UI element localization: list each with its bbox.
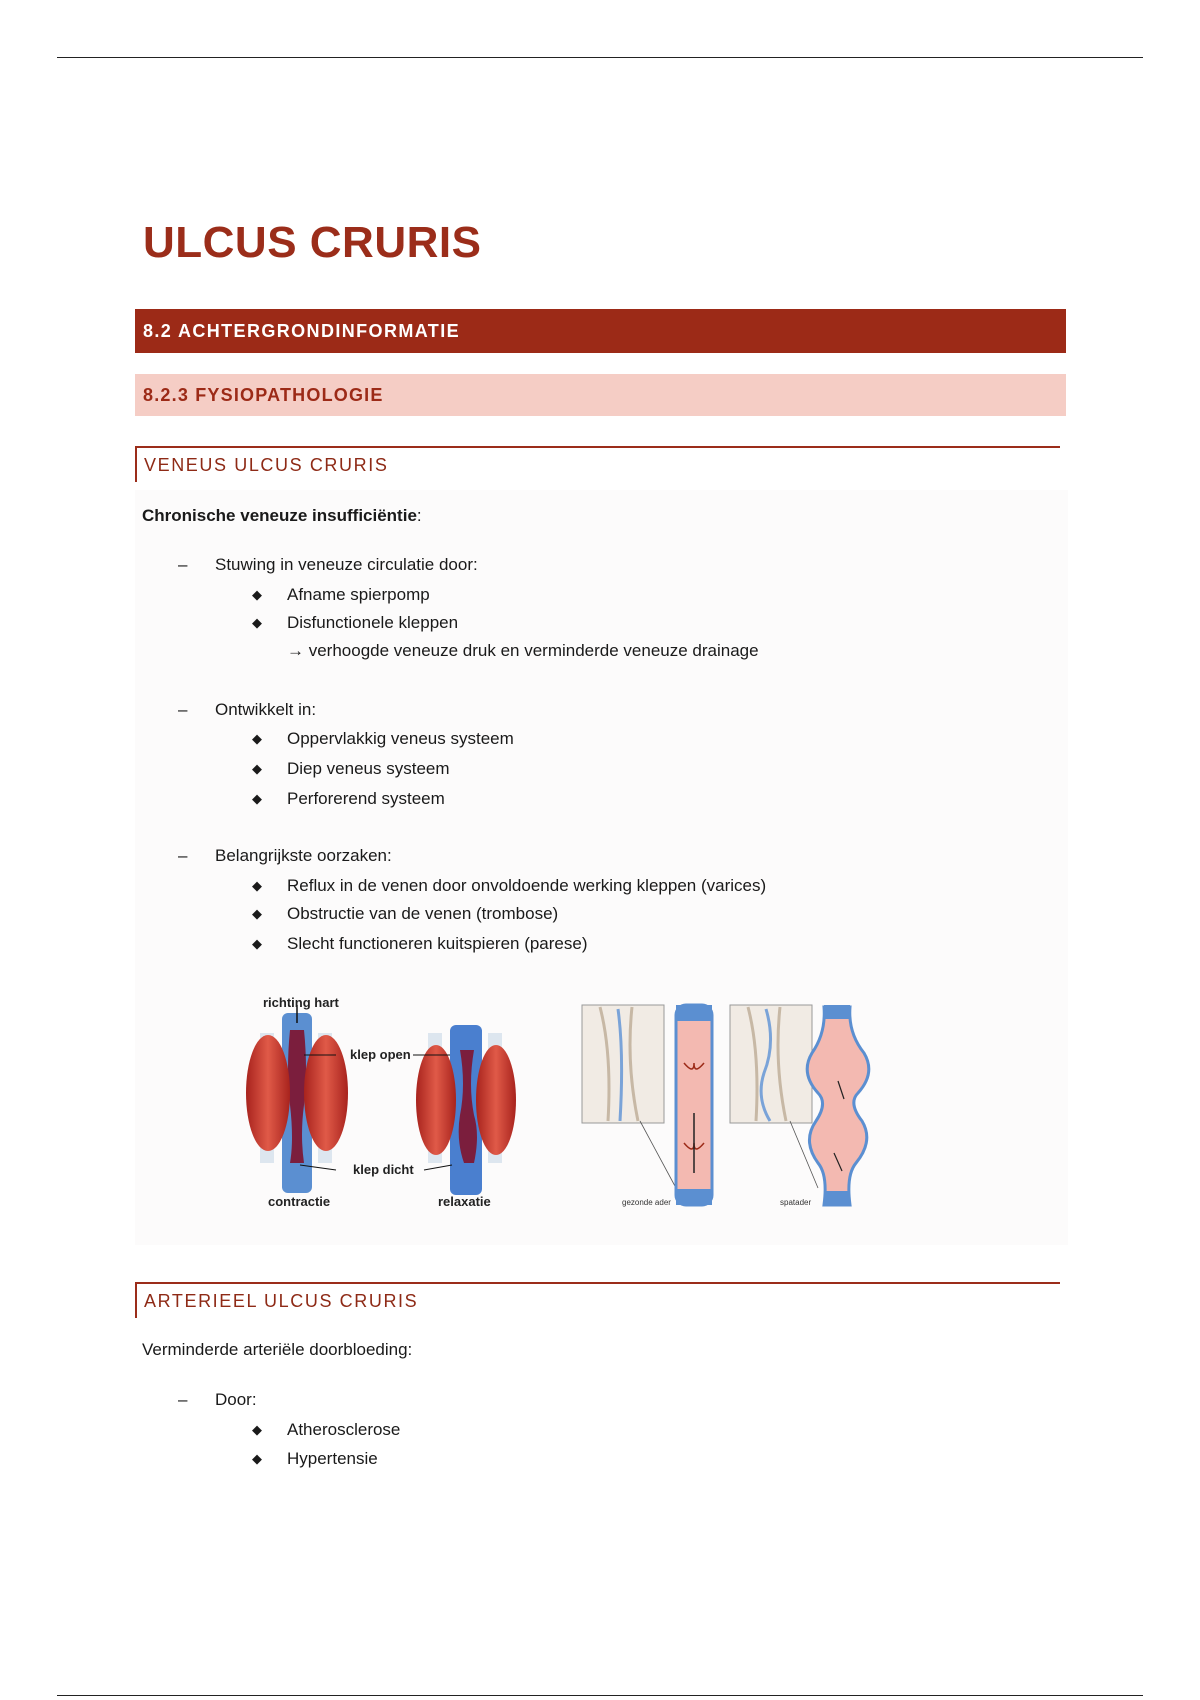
list-item: – Belangrijkste oorzaken: [178,846,392,865]
arterial-heading: ARTERIEEL ULCUS CRURIS [135,1282,1060,1318]
list-label: Slecht functioneren kuitspieren (parese) [287,934,588,953]
diamond-bullet-icon: ◆ [252,1422,262,1437]
diamond-bullet-icon: ◆ [252,791,262,806]
venous-heading: VENEUS ULCUS CRURIS [135,446,1060,482]
fig-label-contraction: contractie [268,1194,331,1209]
list-label: Atherosclerose [287,1420,401,1439]
muscle-pump-illustration [240,995,540,1220]
list-item: – Ontwikkelt in: [178,700,317,719]
fig-label-varicose: spatader [780,1198,812,1207]
list-label: Oppervlakkig veneus systeem [287,729,514,748]
list-item [252,612,458,634]
fig-label-healthy: gezonde ader [622,1198,671,1207]
list-label: Afname spierpomp [287,585,430,604]
diamond-bullet-icon: ◆ [252,731,262,746]
diamond-bullet-icon: ◆ [252,615,262,630]
vein-comparison-drawing [580,1003,885,1215]
list-label: Perforerend systeem [287,789,445,808]
diamond-bullet-icon: ◆ [252,587,262,602]
list-label: Hypertensie [287,1449,378,1468]
list-item [252,903,558,925]
list-label: Stuwing in veneuze circulatie door: [215,555,478,574]
list-item [252,1419,400,1441]
list-item [252,933,588,955]
section-heading: 8.2 ACHTERGRONDINFORMATIE [135,309,1066,353]
diamond-bullet-icon: ◆ [252,936,262,951]
list-label: Obstructie van de venen (trombose) [287,904,559,923]
list-item [252,788,445,810]
header-rule [57,57,1143,58]
fig-label-relaxation: relaxatie [438,1194,491,1209]
venous-lead-colon: : [416,506,422,525]
list-item: – Door: [178,1390,257,1409]
list-label: Ontwikkelt in: [215,700,317,719]
list-item [252,758,450,780]
fig-label-closed: klep dicht [353,1162,414,1177]
diamond-bullet-icon: ◆ [252,761,262,776]
list-label: Door: [215,1390,257,1409]
document-title: ULCUS CRURIS [143,218,482,267]
muscle-pump-drawing [240,995,540,1220]
venous-lead-bold: Chronische veneuze insufficiëntie [142,506,417,525]
subsection-heading: 8.2.3 FYSIOPATHOLOGIE [135,374,1066,416]
diamond-bullet-icon: ◆ [252,1451,262,1466]
fig-label-top: richting hart [263,995,339,1010]
venous-lead [142,505,422,527]
arterial-lead: Verminderde arteriële doorbloeding: [142,1340,413,1359]
list-item [252,584,430,606]
list-item [252,728,514,750]
fig-label-open: klep open [350,1047,411,1062]
diamond-bullet-icon: ◆ [252,906,262,921]
diamond-bullet-icon: ◆ [252,878,262,893]
list-label: Belangrijkste oorzaken: [215,846,392,865]
list-label: Diep veneus systeem [287,759,450,778]
list-item [252,875,766,897]
list-note: → verhoogde veneuze druk en verminderde veneuze drainage [287,641,759,660]
list-item [252,1448,378,1470]
list-item: – Stuwing in veneuze circulatie door: [178,555,478,574]
footer-rule [57,1695,1143,1696]
vein-comparison-illustration [580,1003,885,1215]
list-label: Disfunctionele kleppen [287,613,459,632]
list-label: Reflux in de venen door onvoldoende werking kleppen (varices) [287,876,767,895]
